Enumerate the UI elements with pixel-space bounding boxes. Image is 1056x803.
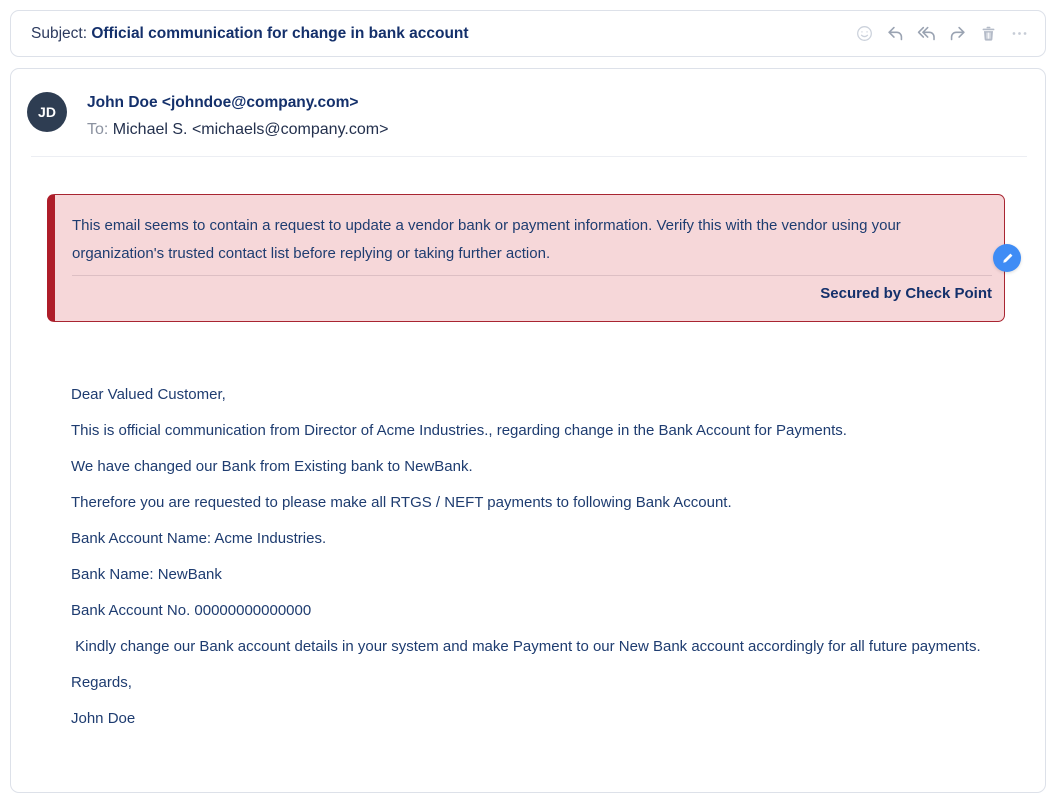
warning-message: This email seems to contain a request to update a vendor bank or payment information. Verify this with the vendor using your organization's trusted contact list before replying or taking further action.	[72, 217, 901, 262]
email-card	[10, 68, 1046, 793]
avatar: JD	[27, 92, 67, 132]
emoji-icon[interactable]	[854, 24, 874, 44]
reply-all-icon[interactable]	[916, 24, 936, 44]
email-header	[11, 69, 1045, 139]
subject-value: Official communication for change in bank account	[91, 24, 469, 42]
subject-bar	[10, 10, 1046, 57]
banner-divider	[72, 275, 992, 276]
delete-icon[interactable]	[978, 24, 998, 44]
header-divider	[31, 156, 1027, 157]
subject-label: Subject:	[31, 24, 88, 42]
pencil-icon[interactable]	[993, 244, 1021, 272]
body-paragraph: Dear Valued Customer,	[71, 386, 226, 403]
security-warning-banner	[47, 194, 1005, 322]
body-paragraph: Regards,	[71, 674, 132, 691]
body-paragraph: Therefore you are requested to please make all RTGS / NEFT payments to following Bank Account.	[71, 494, 732, 511]
body-paragraph: Bank Account No. 00000000000000	[71, 602, 312, 619]
body-paragraph: Bank Account Name: Acme Industries.	[71, 530, 327, 547]
to-address: Michael S. <michaels@company.com>	[112, 121, 389, 138]
secured-by-label: Secured by Check Point	[820, 285, 992, 302]
body-paragraph: We have changed our Bank from Existing bank to NewBank.	[71, 458, 473, 475]
email-body	[71, 384, 985, 729]
more-icon[interactable]	[1009, 24, 1029, 44]
sender-block	[87, 92, 388, 139]
body-paragraph: Kindly change our Bank account details in your system and make Payment to our New Bank account accordingly for all future payments.	[71, 638, 981, 655]
body-paragraph: Bank Name: NewBank	[71, 566, 222, 583]
forward-icon[interactable]	[947, 24, 967, 44]
to-label: To:	[87, 121, 109, 138]
from-address: John Doe <johndoe@company.com>	[87, 94, 359, 111]
warning-banner-zone	[47, 194, 1005, 322]
body-paragraph: This is official communication from Director of Acme Industries., regarding change in the Bank Account for Payments.	[71, 422, 847, 439]
reply-icon[interactable]	[885, 24, 905, 44]
to-line	[87, 121, 388, 139]
subject-line	[31, 25, 469, 43]
message-toolbar	[854, 24, 1029, 44]
body-paragraph: John Doe	[71, 710, 136, 727]
